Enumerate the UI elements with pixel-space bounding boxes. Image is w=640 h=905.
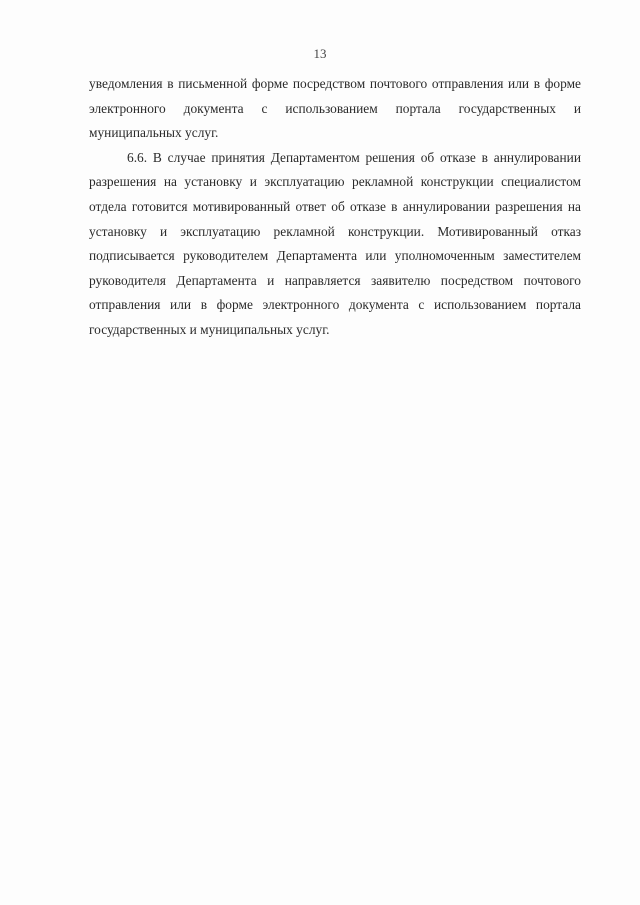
page-number: 13 xyxy=(313,46,327,61)
document-body xyxy=(89,72,581,343)
paragraph-6-6: 6.6. В случае принятия Департаментом решения об отказе в аннулировании разрешения на установку и эксплуатацию рекламной конструкции специалистом отдела готовится мотивированный ответ об отказе в аннулировании разрешения на установку и эксплуатацию рекламной конструкции. Мотивированный отказ подписывается руководителем Департамента или уполномоченным заместителем руководителя Департамента и направляется заявителю посредством почтового отправления или в форме электронного документа с использованием портала государственных и муниципальных услуг. xyxy=(89,149,581,337)
paragraph-continuation: уведомления в письменной форме посредством почтового отправления или в форме электронного документа с использованием портала государственных и муниципальных услуг. xyxy=(89,76,581,141)
